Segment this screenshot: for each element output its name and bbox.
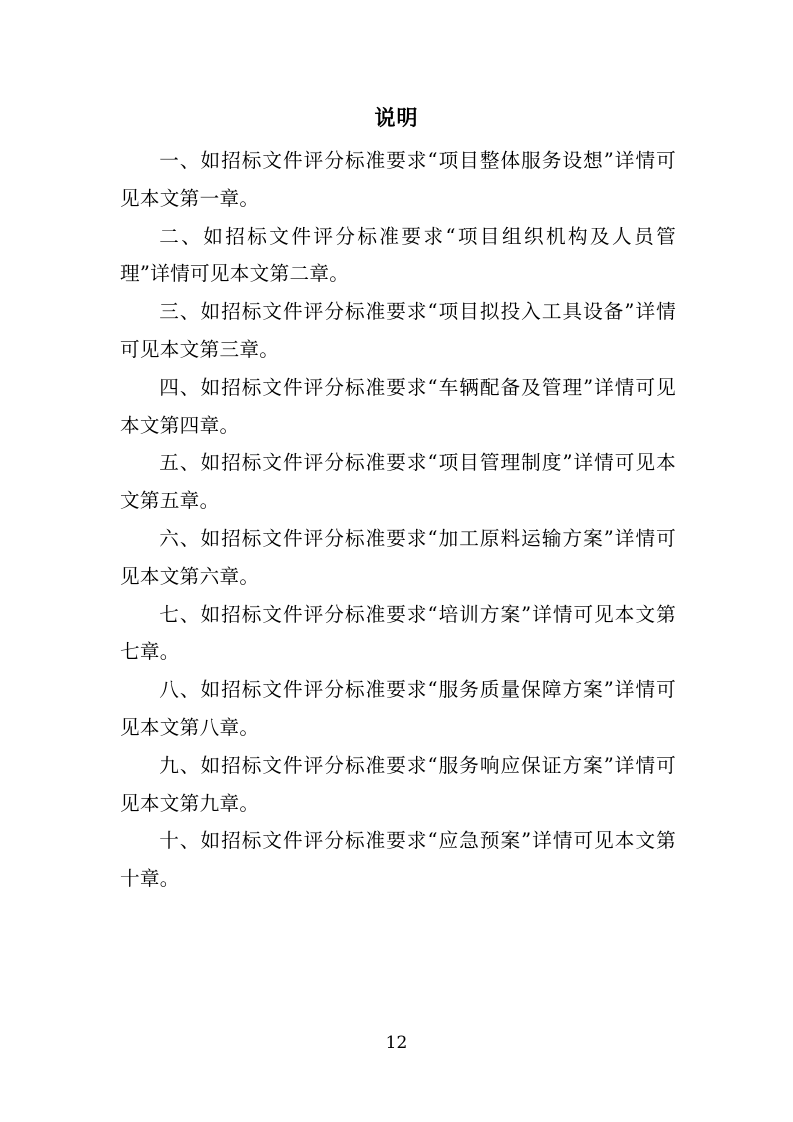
paragraph-8: 八、如招标文件评分标准要求“服务质量保障方案”详情可见本文第八章。: [120, 678, 676, 739]
page-number: 12: [385, 1033, 408, 1053]
paragraph-9: 九、如招标文件评分标准要求“服务响应保证方案”详情可见本文第九章。: [120, 753, 676, 815]
paragraph-2: 二、如招标文件评分标准要求“项目组织机构及人员管理”详情可见本文第二章。: [120, 224, 676, 286]
paragraph-5: 五、如招标文件评分标准要求“项目管理制度”详情可见本文第五章。: [120, 451, 676, 513]
paragraph-1: 一、如招标文件评分标准要求“项目整体服务设想”详情可见本文第一章。: [120, 149, 676, 210]
document-body: [120, 142, 676, 898]
paragraph-7: 七、如招标文件评分标准要求“培训方案”详情可见本文第七章。: [120, 602, 676, 664]
paragraph-3: 三、如招标文件评分标准要求“项目拟投入工具设备”详情可见本文第三章。: [120, 300, 676, 361]
paragraph-6: 六、如招标文件评分标准要求“加工原料运输方案”详情可见本文第六章。: [120, 526, 676, 588]
paragraph-10: 十、如招标文件评分标准要求“应急预案”详情可见本文第十章。: [120, 829, 676, 891]
paragraph-4: 四、如招标文件评分标准要求“车辆配备及管理”详情可见本文第四章。: [120, 375, 676, 437]
document-title: 说明: [374, 106, 419, 130]
